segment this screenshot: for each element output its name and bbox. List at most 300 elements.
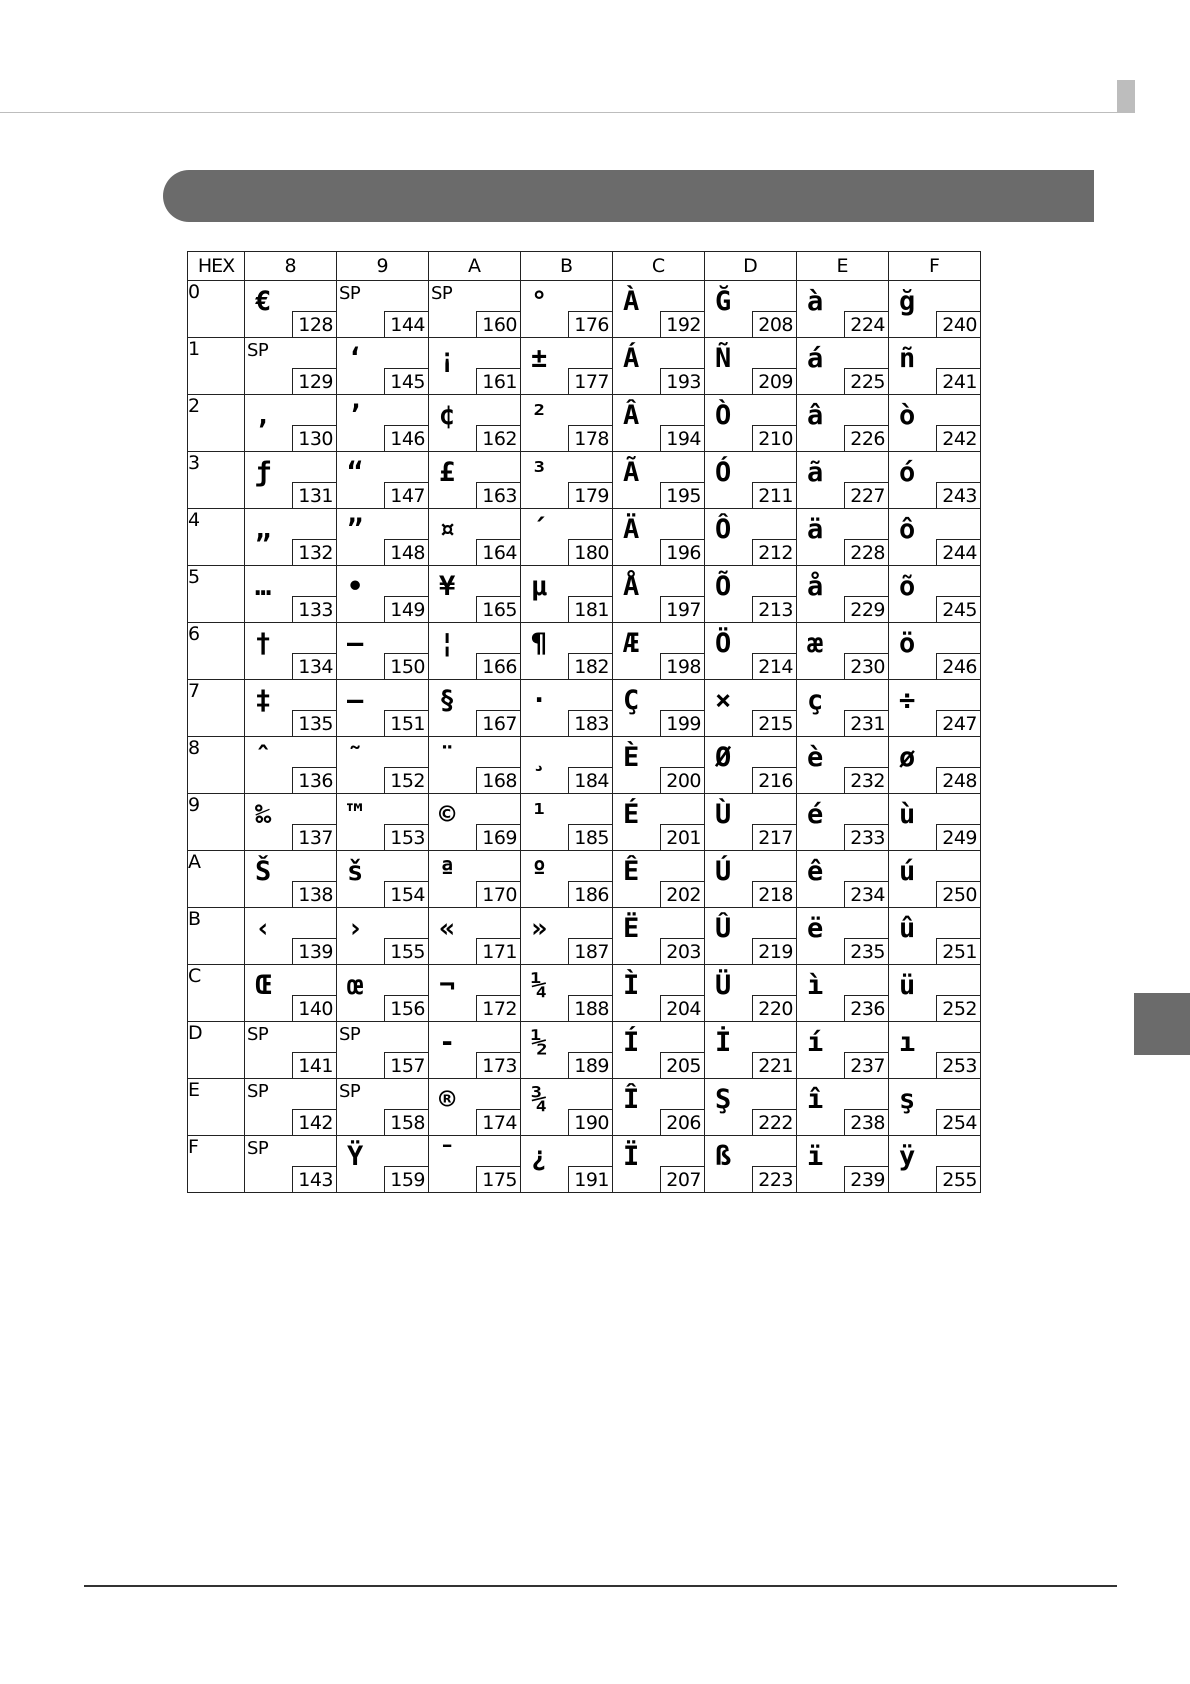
char-glyph: · (531, 685, 548, 716)
decimal-code: 215 (752, 710, 796, 736)
char-cell (337, 338, 429, 395)
char-glyph: ¿ (531, 1141, 548, 1172)
column-header: B (521, 252, 613, 281)
char-glyph: Ğ (715, 286, 732, 317)
char-cell (429, 1022, 521, 1079)
char-glyph: Ì (623, 970, 640, 1001)
char-glyph: ë (807, 913, 824, 944)
char-cell (705, 623, 797, 680)
char-cell (521, 338, 613, 395)
column-header: D (705, 252, 797, 281)
char-cell (613, 965, 705, 1022)
char-glyph: Š (255, 856, 272, 887)
char-cell (705, 509, 797, 566)
char-cell (613, 908, 705, 965)
char-glyph: SP (247, 340, 269, 361)
char-glyph: ± (531, 343, 548, 374)
char-glyph: È (623, 742, 640, 773)
char-glyph: Ç (623, 685, 640, 716)
char-cell (245, 908, 337, 965)
column-header: C (613, 252, 705, 281)
char-glyph: ² (531, 400, 548, 431)
char-glyph: İ (715, 1027, 732, 1058)
char-cell (245, 1136, 337, 1193)
char-cell (337, 1022, 429, 1079)
char-cell (889, 566, 981, 623)
row-header: 2 (188, 395, 245, 452)
char-glyph: SP (339, 1081, 361, 1102)
decimal-code: 152 (384, 767, 428, 793)
row-header: F (188, 1136, 245, 1193)
char-cell (613, 338, 705, 395)
decimal-code: 253 (936, 1052, 980, 1078)
decimal-code: 219 (752, 938, 796, 964)
table-body (188, 281, 981, 1193)
char-glyph: Í (623, 1027, 640, 1058)
char-glyph: – (347, 628, 364, 659)
char-glyph: ® (439, 1084, 456, 1115)
decimal-code: 234 (844, 881, 888, 907)
char-cell (613, 794, 705, 851)
char-cell (797, 1079, 889, 1136)
char-glyph: ¸ (531, 742, 548, 773)
char-cell (429, 794, 521, 851)
char-cell (429, 395, 521, 452)
char-cell (705, 794, 797, 851)
decimal-code: 199 (660, 710, 704, 736)
char-glyph: ¢ (439, 400, 456, 431)
decimal-code: 165 (476, 596, 520, 622)
char-glyph: î (807, 1084, 824, 1115)
column-header: 8 (245, 252, 337, 281)
column-header-row (188, 252, 981, 281)
char-glyph: ƒ (255, 457, 272, 488)
row-header: 3 (188, 452, 245, 509)
decimal-code: 221 (752, 1052, 796, 1078)
char-glyph: Ä (623, 514, 640, 545)
char-glyph: µ (531, 571, 548, 602)
char-cell (797, 395, 889, 452)
char-glyph: ¾ (531, 1084, 548, 1115)
table-row (188, 908, 981, 965)
char-glyph: ’ (347, 400, 364, 431)
char-glyph: Ş (715, 1084, 732, 1115)
decimal-code: 217 (752, 824, 796, 850)
row-header: 0 (188, 281, 245, 338)
char-cell (797, 566, 889, 623)
decimal-code: 239 (844, 1166, 888, 1192)
char-cell (705, 737, 797, 794)
char-cell (705, 1079, 797, 1136)
row-header: C (188, 965, 245, 1022)
decimal-code: 224 (844, 311, 888, 337)
char-glyph: ç (807, 685, 824, 716)
decimal-code: 208 (752, 311, 796, 337)
char-cell (613, 851, 705, 908)
char-cell (521, 281, 613, 338)
decimal-code: 214 (752, 653, 796, 679)
char-glyph: Ê (623, 856, 640, 887)
char-glyph: † (255, 628, 272, 659)
char-cell (889, 908, 981, 965)
char-glyph: ı (899, 1027, 916, 1058)
char-glyph: £ (439, 457, 456, 488)
char-glyph: ª (439, 856, 456, 887)
decimal-code: 164 (476, 539, 520, 565)
decimal-code: 241 (936, 368, 980, 394)
decimal-code: 202 (660, 881, 704, 907)
decimal-code: 232 (844, 767, 888, 793)
char-cell (429, 623, 521, 680)
decimal-code: 236 (844, 995, 888, 1021)
char-cell (429, 566, 521, 623)
char-cell (245, 509, 337, 566)
decimal-code: 129 (292, 368, 336, 394)
char-glyph: ó (899, 457, 916, 488)
char-glyph: SP (339, 1024, 361, 1045)
table-row (188, 680, 981, 737)
char-glyph: Ã (623, 457, 640, 488)
decimal-code: 192 (660, 311, 704, 337)
decimal-code: 177 (568, 368, 612, 394)
decimal-code: 194 (660, 425, 704, 451)
table-row (188, 452, 981, 509)
character-code-table (187, 251, 981, 1193)
char-cell (429, 851, 521, 908)
char-cell (337, 851, 429, 908)
decimal-code: 196 (660, 539, 704, 565)
decimal-code: 227 (844, 482, 888, 508)
decimal-code: 155 (384, 938, 428, 964)
table-row (188, 965, 981, 1022)
decimal-code: 153 (384, 824, 428, 850)
char-cell (521, 1136, 613, 1193)
decimal-code: 171 (476, 938, 520, 964)
char-cell (797, 452, 889, 509)
decimal-code: 159 (384, 1166, 428, 1192)
char-cell (797, 680, 889, 737)
char-glyph: Â (623, 400, 640, 431)
decimal-code: 150 (384, 653, 428, 679)
char-glyph: SP (247, 1138, 269, 1159)
char-glyph: ¬ (439, 970, 456, 1001)
char-cell (889, 281, 981, 338)
decimal-code: 132 (292, 539, 336, 565)
decimal-code: 183 (568, 710, 612, 736)
char-cell (889, 509, 981, 566)
char-cell (705, 566, 797, 623)
char-cell (889, 965, 981, 1022)
char-cell (705, 1022, 797, 1079)
char-glyph: … (255, 571, 272, 602)
decimal-code: 229 (844, 596, 888, 622)
column-header: 9 (337, 252, 429, 281)
char-glyph: è (807, 742, 824, 773)
char-glyph: á (807, 343, 824, 374)
char-cell (429, 509, 521, 566)
decimal-code: 238 (844, 1109, 888, 1135)
decimal-code: 204 (660, 995, 704, 1021)
char-cell (889, 1136, 981, 1193)
char-cell (521, 509, 613, 566)
char-glyph: ï (807, 1141, 824, 1172)
char-cell (245, 623, 337, 680)
char-glyph: ¦ (439, 628, 456, 659)
char-glyph: ã (807, 457, 824, 488)
char-glyph: Ë (623, 913, 640, 944)
char-cell (337, 395, 429, 452)
decimal-code: 209 (752, 368, 796, 394)
char-glyph: Ù (715, 799, 732, 830)
char-glyph: ‚ (255, 400, 272, 431)
char-cell (889, 851, 981, 908)
decimal-code: 137 (292, 824, 336, 850)
decimal-code: 211 (752, 482, 796, 508)
char-glyph: ô (899, 514, 916, 545)
char-glyph: ú (899, 856, 916, 887)
decimal-code: 147 (384, 482, 428, 508)
decimal-code: 216 (752, 767, 796, 793)
row-header: A (188, 851, 245, 908)
header-tab-marker (1117, 80, 1135, 113)
char-cell (613, 452, 705, 509)
table-row (188, 1136, 981, 1193)
char-glyph: ü (899, 970, 916, 1001)
decimal-code: 168 (476, 767, 520, 793)
char-cell (337, 908, 429, 965)
char-cell (797, 623, 889, 680)
decimal-code: 138 (292, 881, 336, 907)
decimal-code: 135 (292, 710, 336, 736)
decimal-code: 198 (660, 653, 704, 679)
char-cell (429, 1079, 521, 1136)
char-glyph: ° (531, 286, 548, 317)
char-glyph: Î (623, 1084, 640, 1115)
decimal-code: 222 (752, 1109, 796, 1135)
char-cell (521, 908, 613, 965)
char-cell (521, 965, 613, 1022)
row-header: D (188, 1022, 245, 1079)
char-cell (521, 737, 613, 794)
char-glyph: ‘ (347, 343, 364, 374)
char-glyph: í (807, 1027, 824, 1058)
decimal-code: 230 (844, 653, 888, 679)
char-cell (797, 851, 889, 908)
chapter-side-tab (1134, 993, 1190, 1055)
decimal-code: 240 (936, 311, 980, 337)
char-glyph: › (347, 913, 364, 944)
table-row (188, 566, 981, 623)
char-glyph: ” (347, 514, 364, 545)
char-cell (337, 1079, 429, 1136)
header-rule (0, 112, 1124, 113)
column-header: F (889, 252, 981, 281)
decimal-code: 246 (936, 653, 980, 679)
char-cell (521, 395, 613, 452)
decimal-code: 158 (384, 1109, 428, 1135)
char-glyph: Ú (715, 856, 732, 887)
row-header: 7 (188, 680, 245, 737)
char-glyph: ¡ (439, 343, 456, 374)
char-glyph: Ö (715, 628, 732, 659)
char-cell (429, 338, 521, 395)
char-glyph: ÿ (899, 1141, 916, 1172)
decimal-code: 148 (384, 539, 428, 565)
decimal-code: 136 (292, 767, 336, 793)
char-cell (705, 1136, 797, 1193)
char-glyph: ê (807, 856, 824, 887)
decimal-code: 228 (844, 539, 888, 565)
char-cell (705, 851, 797, 908)
char-glyph: º (531, 856, 548, 887)
char-glyph: ‹ (255, 913, 272, 944)
char-cell (797, 965, 889, 1022)
decimal-code: 140 (292, 995, 336, 1021)
decimal-code: 200 (660, 767, 704, 793)
char-glyph: ‰ (255, 799, 272, 830)
decimal-code: 242 (936, 425, 980, 451)
char-glyph: ¹ (531, 799, 548, 830)
char-glyph: Ï (623, 1141, 640, 1172)
char-cell (705, 908, 797, 965)
row-header: 8 (188, 737, 245, 794)
char-cell (613, 737, 705, 794)
char-glyph: ™ (347, 799, 364, 830)
decimal-code: 233 (844, 824, 888, 850)
row-header: 6 (188, 623, 245, 680)
decimal-code: 235 (844, 938, 888, 964)
row-header: 9 (188, 794, 245, 851)
char-glyph: » (531, 913, 548, 944)
char-glyph: ¥ (439, 571, 456, 602)
decimal-code: 187 (568, 938, 612, 964)
char-cell (797, 1136, 889, 1193)
char-cell (613, 623, 705, 680)
decimal-code: 146 (384, 425, 428, 451)
char-glyph: ÷ (899, 685, 916, 716)
decimal-code: 182 (568, 653, 612, 679)
decimal-code: 186 (568, 881, 612, 907)
char-glyph: Æ (623, 628, 640, 659)
char-glyph: « (439, 913, 456, 944)
char-glyph: € (255, 286, 272, 317)
char-cell (245, 1079, 337, 1136)
decimal-code: 175 (476, 1166, 520, 1192)
decimal-code: 163 (476, 482, 520, 508)
char-cell (337, 794, 429, 851)
char-cell (705, 338, 797, 395)
char-glyph: š (347, 856, 364, 887)
char-cell (337, 566, 429, 623)
decimal-code: 131 (292, 482, 336, 508)
char-cell (245, 281, 337, 338)
decimal-code: 161 (476, 368, 520, 394)
char-glyph: É (623, 799, 640, 830)
row-header: 1 (188, 338, 245, 395)
decimal-code: 176 (568, 311, 612, 337)
decimal-code: 139 (292, 938, 336, 964)
decimal-code: 206 (660, 1109, 704, 1135)
decimal-code: 142 (292, 1109, 336, 1135)
table-row (188, 1022, 981, 1079)
decimal-code: 157 (384, 1052, 428, 1078)
decimal-code: 225 (844, 368, 888, 394)
decimal-code: 237 (844, 1052, 888, 1078)
char-cell (889, 452, 981, 509)
char-glyph: ö (899, 628, 916, 659)
char-cell (337, 737, 429, 794)
char-glyph: × (715, 685, 732, 716)
char-cell (613, 281, 705, 338)
char-glyph: ¼ (531, 970, 548, 1001)
char-glyph: © (439, 799, 456, 830)
char-glyph: Û (715, 913, 732, 944)
decimal-code: 181 (568, 596, 612, 622)
char-glyph: ¨ (439, 742, 456, 773)
char-cell (337, 623, 429, 680)
decimal-code: 250 (936, 881, 980, 907)
row-header: 5 (188, 566, 245, 623)
decimal-code: 244 (936, 539, 980, 565)
char-cell (521, 1022, 613, 1079)
char-glyph: Á (623, 343, 640, 374)
decimal-code: 149 (384, 596, 428, 622)
char-cell (429, 281, 521, 338)
hex-corner-label: HEX (188, 252, 245, 281)
char-glyph: å (807, 571, 824, 602)
decimal-code: 143 (292, 1166, 336, 1192)
decimal-code: 178 (568, 425, 612, 451)
char-glyph: ½ (531, 1027, 548, 1058)
char-glyph: À (623, 286, 640, 317)
decimal-code: 197 (660, 596, 704, 622)
char-glyph: - (439, 1027, 456, 1058)
char-glyph: é (807, 799, 824, 830)
decimal-code: 231 (844, 710, 888, 736)
decimal-code: 160 (476, 311, 520, 337)
decimal-code: 223 (752, 1166, 796, 1192)
char-glyph: â (807, 400, 824, 431)
char-cell (705, 965, 797, 1022)
decimal-code: 185 (568, 824, 612, 850)
char-cell (889, 680, 981, 737)
decimal-code: 201 (660, 824, 704, 850)
char-glyph: SP (247, 1081, 269, 1102)
char-cell (889, 623, 981, 680)
char-cell (705, 680, 797, 737)
char-cell (613, 395, 705, 452)
char-cell (613, 566, 705, 623)
decimal-code: 162 (476, 425, 520, 451)
char-glyph: ˜ (347, 742, 364, 773)
char-cell (337, 680, 429, 737)
char-glyph: Œ (255, 970, 272, 1001)
char-glyph: ¤ (439, 514, 456, 545)
decimal-code: 156 (384, 995, 428, 1021)
decimal-code: 141 (292, 1052, 336, 1078)
char-glyph: à (807, 286, 824, 317)
char-glyph: ˆ (255, 742, 272, 773)
char-glyph: ò (899, 400, 916, 431)
char-glyph: ş (899, 1084, 916, 1115)
char-cell (521, 680, 613, 737)
char-glyph: • (347, 571, 364, 602)
decimal-code: 154 (384, 881, 428, 907)
char-cell (521, 623, 613, 680)
char-glyph: ñ (899, 343, 916, 374)
char-cell (889, 338, 981, 395)
char-cell (429, 737, 521, 794)
